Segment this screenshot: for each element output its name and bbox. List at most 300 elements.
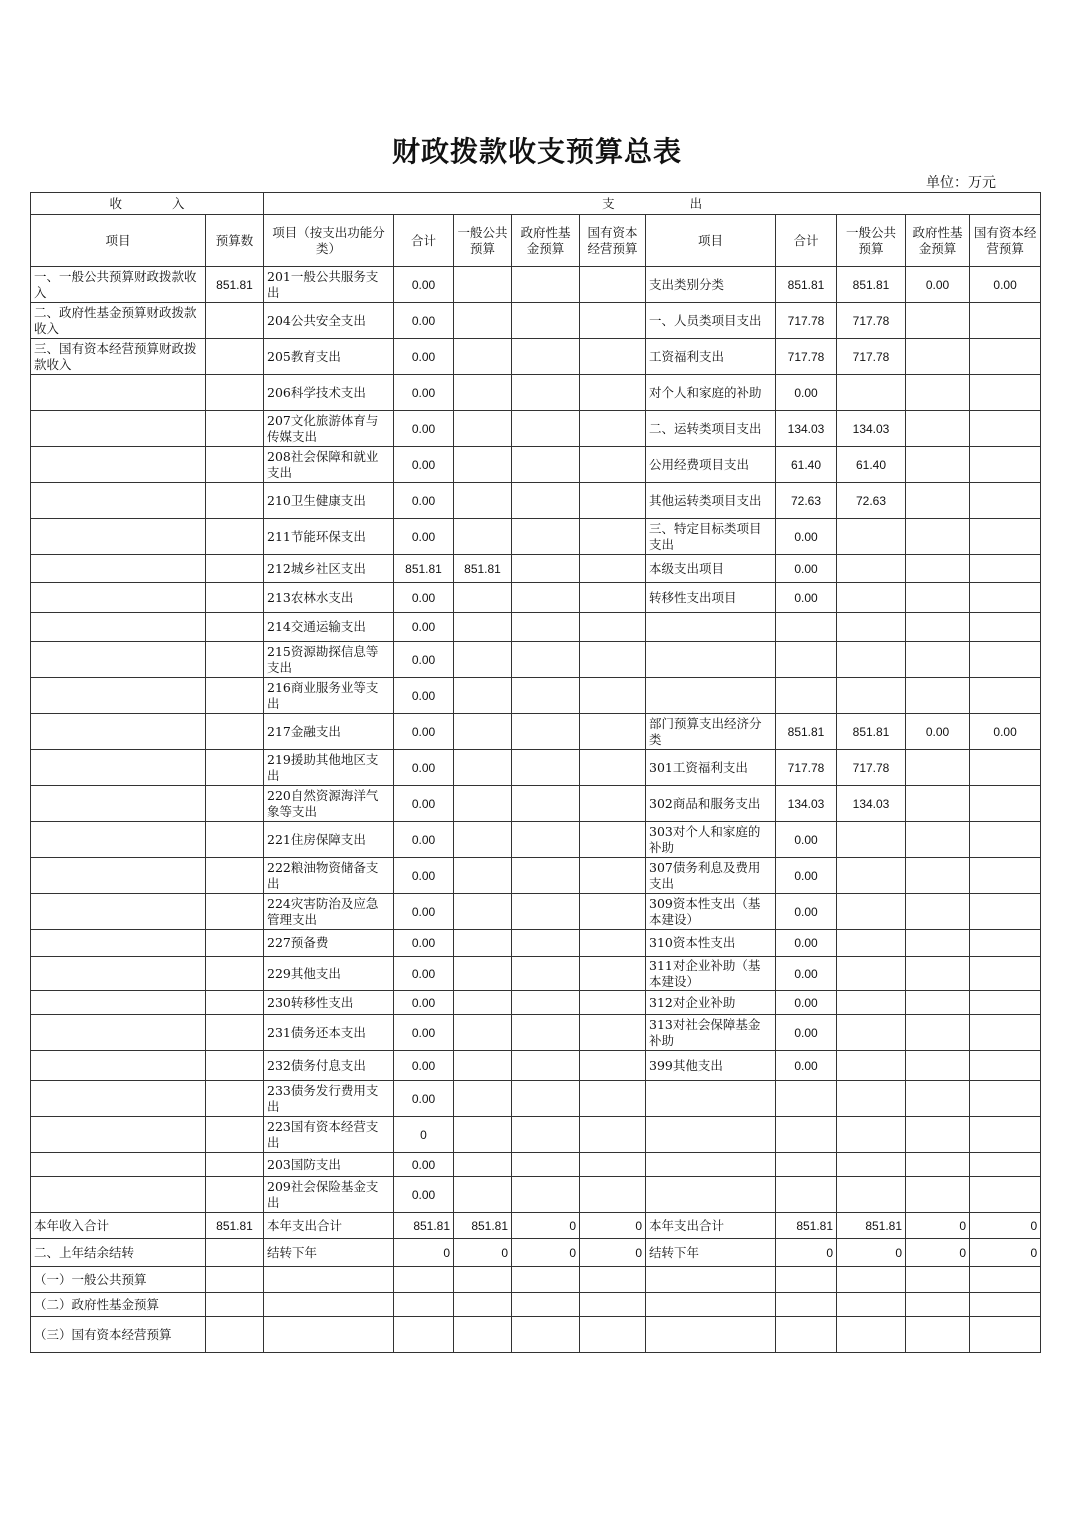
func-gov-fund: [512, 267, 580, 303]
empty-cell: [776, 1267, 837, 1293]
func-general: [454, 447, 512, 483]
table-row: [31, 555, 1041, 583]
econ-general: [837, 1015, 906, 1051]
func-state-capital: [580, 583, 646, 613]
func-gov-fund: [512, 1177, 580, 1213]
econ-empty: [646, 1117, 776, 1153]
table-row: [31, 375, 1041, 411]
func-general: [454, 339, 512, 375]
econ-state-capital: [970, 894, 1041, 930]
func-state-capital: [580, 1153, 646, 1177]
func-general: [454, 1015, 512, 1051]
table-row: [31, 642, 1041, 678]
func-gov-fund: [512, 483, 580, 519]
func-total: 0.00: [394, 991, 454, 1015]
empty-cell: [206, 1267, 264, 1293]
econ-empty: [776, 1153, 837, 1177]
func-general: [454, 375, 512, 411]
econ-empty: [837, 1117, 906, 1153]
table-row: [31, 678, 1041, 714]
empty-cell: [394, 1317, 454, 1353]
econ-total: 851.81: [776, 267, 837, 303]
func-label: 212城乡社区支出: [264, 555, 394, 583]
econ-gov-fund: [906, 858, 970, 894]
econ-label: 公用经费项目支出: [646, 447, 776, 483]
econ-general: [837, 678, 906, 714]
func-state-capital: [580, 1051, 646, 1081]
table-row: [31, 930, 1041, 957]
table-row: [31, 858, 1041, 894]
income-empty: [31, 822, 206, 858]
func-state-capital: [580, 375, 646, 411]
func-gov-fund: [512, 339, 580, 375]
func-general: [454, 858, 512, 894]
func-label: 201一般公共服务支出: [264, 267, 394, 303]
col-econ-general: 一般公共预算: [837, 215, 906, 267]
econ-gov-fund: [906, 930, 970, 957]
carry-econ-total: 0: [776, 1239, 837, 1267]
func-general: [454, 411, 512, 447]
func-state-capital: [580, 303, 646, 339]
econ-label: 399其他支出: [646, 1051, 776, 1081]
func-label: 220自然资源海洋气象等支出: [264, 786, 394, 822]
func-total: 0.00: [394, 267, 454, 303]
page-title: 财政拨款收支预算总表: [391, 135, 682, 168]
func-label: 214交通运输支出: [264, 613, 394, 642]
func-total: 0.00: [394, 519, 454, 555]
econ-gov-fund: [906, 303, 970, 339]
econ-total: [776, 642, 837, 678]
econ-gov-fund: [906, 750, 970, 786]
func-total: 0.00: [394, 1051, 454, 1081]
carry-row: [31, 1239, 1041, 1267]
empty-cell: [906, 1317, 970, 1353]
econ-general: [837, 991, 906, 1015]
econ-gov-fund: [906, 519, 970, 555]
econ-state-capital: [970, 678, 1041, 714]
func-gov-fund: [512, 1153, 580, 1177]
income-empty: [31, 519, 206, 555]
func-total-general: 851.81: [454, 1213, 512, 1239]
func-gov-fund: [512, 822, 580, 858]
col-income-item: 项目: [31, 215, 206, 267]
income-empty: [31, 447, 206, 483]
func-gov-fund: [512, 991, 580, 1015]
econ-total: 717.78: [776, 750, 837, 786]
econ-gov-fund: [906, 822, 970, 858]
econ-empty: [906, 1177, 970, 1213]
econ-empty: [776, 1177, 837, 1213]
func-total: 0.00: [394, 303, 454, 339]
econ-general: [837, 375, 906, 411]
econ-general: 134.03: [837, 786, 906, 822]
econ-gov-fund: [906, 483, 970, 519]
income-empty: [206, 613, 264, 642]
func-total: 0.00: [394, 858, 454, 894]
income-empty: [31, 678, 206, 714]
income-empty: [31, 930, 206, 957]
func-gov-fund: [512, 957, 580, 991]
income-empty: [31, 1177, 206, 1213]
func-total: 0.00: [394, 411, 454, 447]
func-state-capital: [580, 822, 646, 858]
col-econ-total: 合计: [776, 215, 837, 267]
income-empty: [206, 714, 264, 750]
econ-total: [776, 678, 837, 714]
income-empty: [31, 1117, 206, 1153]
econ-label: [646, 613, 776, 642]
func-label: 205教育支出: [264, 339, 394, 375]
func-total: 0: [394, 1117, 454, 1153]
econ-empty: [906, 1117, 970, 1153]
empty-cell: [264, 1293, 394, 1317]
econ-empty: [646, 1177, 776, 1213]
func-general: [454, 1153, 512, 1177]
econ-gov-fund: [906, 642, 970, 678]
income-empty: [31, 957, 206, 991]
func-total: 0.00: [394, 583, 454, 613]
func-gov-fund: [512, 1117, 580, 1153]
income-empty: [206, 1153, 264, 1177]
econ-total: [776, 613, 837, 642]
econ-general: [837, 930, 906, 957]
econ-state-capital: [970, 786, 1041, 822]
empty-cell: [394, 1267, 454, 1293]
table-row: [31, 1177, 1041, 1213]
carry-func-label: 结转下年: [264, 1239, 394, 1267]
econ-label: 支出类别分类: [646, 267, 776, 303]
econ-total: 717.78: [776, 339, 837, 375]
empty-cell: [776, 1293, 837, 1317]
econ-general: 134.03: [837, 411, 906, 447]
econ-label: 307债务利息及费用支出: [646, 858, 776, 894]
carry-item-label: （一）一般公共预算: [31, 1267, 206, 1293]
econ-label: 部门预算支出经济分类: [646, 714, 776, 750]
empty-cell: [580, 1293, 646, 1317]
func-general: [454, 991, 512, 1015]
func-general: [454, 930, 512, 957]
income-empty: [31, 750, 206, 786]
income-empty: [206, 786, 264, 822]
table-row: [31, 1081, 1041, 1117]
func-state-capital: [580, 750, 646, 786]
func-total: 0.00: [394, 894, 454, 930]
carry-func-general: 0: [454, 1239, 512, 1267]
func-general: [454, 613, 512, 642]
econ-general: 717.78: [837, 750, 906, 786]
carry-econ-state: 0: [970, 1239, 1041, 1267]
income-value: [206, 303, 264, 339]
income-empty: [31, 1051, 206, 1081]
econ-total: 0.00: [776, 930, 837, 957]
carry-func-state: 0: [580, 1239, 646, 1267]
income-empty: [206, 957, 264, 991]
econ-gov-fund: [906, 339, 970, 375]
func-label: 217金融支出: [264, 714, 394, 750]
func-total-state: 0: [580, 1213, 646, 1239]
func-gov-fund: [512, 375, 580, 411]
econ-gov-fund: [906, 894, 970, 930]
func-gov-fund: [512, 786, 580, 822]
income-empty: [206, 1081, 264, 1117]
empty-cell: [454, 1293, 512, 1317]
col-income-budget: 预算数: [206, 215, 264, 267]
func-state-capital: [580, 1015, 646, 1051]
empty-cell: [512, 1267, 580, 1293]
econ-general: 72.63: [837, 483, 906, 519]
func-label: 231债务还本支出: [264, 1015, 394, 1051]
func-label: 233债务发行费用支出: [264, 1081, 394, 1117]
econ-empty: [970, 1117, 1041, 1153]
income-empty: [206, 930, 264, 957]
econ-general: 61.40: [837, 447, 906, 483]
func-gov-fund: [512, 555, 580, 583]
func-label: 208社会保障和就业支出: [264, 447, 394, 483]
econ-gov-fund: [906, 375, 970, 411]
func-gov-fund: [512, 642, 580, 678]
table-row: [31, 519, 1041, 555]
col-func-state-capital: 国有资本经营预算: [580, 215, 646, 267]
func-general: [454, 750, 512, 786]
empty-cell: [837, 1293, 906, 1317]
func-total: 0.00: [394, 750, 454, 786]
func-total: 0.00: [394, 678, 454, 714]
econ-state-capital: [970, 583, 1041, 613]
table-row: [31, 411, 1041, 447]
econ-gov-fund: [906, 613, 970, 642]
func-total: 0.00: [394, 822, 454, 858]
econ-label: 301工资福利支出: [646, 750, 776, 786]
carry-item-row: [31, 1293, 1041, 1317]
func-gov-fund: [512, 303, 580, 339]
income-empty: [206, 1015, 264, 1051]
col-econ-item: 项目: [646, 215, 776, 267]
income-empty: [206, 991, 264, 1015]
table-row: [31, 822, 1041, 858]
table-row: [31, 957, 1041, 991]
func-general: [454, 483, 512, 519]
func-state-capital: [580, 613, 646, 642]
table-row: [31, 483, 1041, 519]
func-total-sum: 851.81: [394, 1213, 454, 1239]
empty-cell: [454, 1267, 512, 1293]
func-total: 0.00: [394, 1153, 454, 1177]
econ-state-capital: 0.00: [970, 267, 1041, 303]
func-label: 219援助其他地区支出: [264, 750, 394, 786]
econ-general: [837, 1051, 906, 1081]
func-general: [454, 303, 512, 339]
totals-row: [31, 1213, 1041, 1239]
income-empty: [206, 483, 264, 519]
func-total: 0.00: [394, 1081, 454, 1117]
econ-total: 0.00: [776, 519, 837, 555]
income-value: [206, 339, 264, 375]
func-general: [454, 894, 512, 930]
econ-label: 本级支出项目: [646, 555, 776, 583]
empty-cell: [264, 1317, 394, 1353]
econ-empty: [906, 1081, 970, 1117]
empty-cell: [970, 1267, 1041, 1293]
func-state-capital: [580, 267, 646, 303]
income-value: 851.81: [206, 267, 264, 303]
func-state-capital: [580, 1177, 646, 1213]
econ-state-capital: [970, 555, 1041, 583]
table-row: [31, 1153, 1041, 1177]
econ-label: 313对社会保障基金补助: [646, 1015, 776, 1051]
empty-cell: [580, 1267, 646, 1293]
econ-general: [837, 894, 906, 930]
empty-cell: [512, 1317, 580, 1353]
econ-label: 工资福利支出: [646, 339, 776, 375]
econ-state-capital: 0.00: [970, 714, 1041, 750]
econ-total: 134.03: [776, 411, 837, 447]
header-row-2: [31, 215, 1041, 267]
econ-empty: [837, 1081, 906, 1117]
income-empty: [31, 483, 206, 519]
func-label: 211节能环保支出: [264, 519, 394, 555]
income-empty: [31, 894, 206, 930]
econ-gov-fund: [906, 555, 970, 583]
func-general: [454, 957, 512, 991]
expense-header: 支 出: [264, 193, 1041, 215]
func-label: 215资源勘探信息等支出: [264, 642, 394, 678]
econ-total: 0.00: [776, 822, 837, 858]
func-label: 224灾害防治及应急管理支出: [264, 894, 394, 930]
table-row: [31, 1051, 1041, 1081]
econ-gov-fund: [906, 583, 970, 613]
econ-label: 312对企业补助: [646, 991, 776, 1015]
econ-total: 0.00: [776, 583, 837, 613]
func-general: 851.81: [454, 555, 512, 583]
func-label: 223国有资本经营支出: [264, 1117, 394, 1153]
econ-gov-fund: [906, 786, 970, 822]
econ-state-capital: [970, 613, 1041, 642]
carry-func-gov-fund: 0: [512, 1239, 580, 1267]
func-total: 0.00: [394, 930, 454, 957]
func-state-capital: [580, 858, 646, 894]
income-empty: [31, 1081, 206, 1117]
econ-total: 0.00: [776, 957, 837, 991]
econ-gov-fund: [906, 1051, 970, 1081]
empty-cell: [837, 1317, 906, 1353]
func-gov-fund: [512, 750, 580, 786]
income-empty: [31, 375, 206, 411]
table-row: [31, 613, 1041, 642]
func-state-capital: [580, 519, 646, 555]
empty-cell: [512, 1293, 580, 1317]
func-label: 229其他支出: [264, 957, 394, 991]
econ-state-capital: [970, 519, 1041, 555]
income-empty: [31, 642, 206, 678]
econ-empty: [970, 1081, 1041, 1117]
func-state-capital: [580, 786, 646, 822]
econ-total: 0.00: [776, 991, 837, 1015]
econ-gov-fund: [906, 411, 970, 447]
econ-state-capital: [970, 339, 1041, 375]
income-empty: [206, 894, 264, 930]
col-func-general: 一般公共预算: [454, 215, 512, 267]
income-empty: [206, 447, 264, 483]
econ-empty: [837, 1177, 906, 1213]
col-econ-gov-fund: 政府性基金预算: [906, 215, 970, 267]
income-empty: [206, 583, 264, 613]
econ-general: [837, 957, 906, 991]
table-row: [31, 303, 1041, 339]
func-general: [454, 1051, 512, 1081]
empty-cell: [776, 1317, 837, 1353]
econ-label: 310资本性支出: [646, 930, 776, 957]
func-gov-fund: [512, 583, 580, 613]
func-total-gov-fund: 0: [512, 1213, 580, 1239]
econ-state-capital: [970, 957, 1041, 991]
carry-label: 二、上年结余结转: [31, 1239, 206, 1267]
econ-state-capital: [970, 375, 1041, 411]
func-total-label: 本年支出合计: [264, 1213, 394, 1239]
empty-cell: [906, 1293, 970, 1317]
empty-cell: [837, 1267, 906, 1293]
carry-econ-general: 0: [837, 1239, 906, 1267]
econ-general: [837, 822, 906, 858]
income-total-label: 本年收入合计: [31, 1213, 206, 1239]
econ-gov-fund: [906, 447, 970, 483]
carry-item-label: （二）政府性基金预算: [31, 1293, 206, 1317]
table-row: [31, 714, 1041, 750]
table-row: [31, 267, 1041, 303]
econ-total: 134.03: [776, 786, 837, 822]
econ-total: 0.00: [776, 894, 837, 930]
table-row: [31, 339, 1041, 375]
econ-general: [837, 642, 906, 678]
empty-cell: [646, 1293, 776, 1317]
econ-state-capital: [970, 750, 1041, 786]
table-row: [31, 583, 1041, 613]
econ-gov-fund: 0.00: [906, 714, 970, 750]
func-total: 0.00: [394, 642, 454, 678]
income-empty: [206, 1117, 264, 1153]
econ-state-capital: [970, 858, 1041, 894]
table-row: [31, 750, 1041, 786]
econ-gov-fund: 0.00: [906, 267, 970, 303]
carry-econ-gov-fund: 0: [906, 1239, 970, 1267]
func-gov-fund: [512, 519, 580, 555]
econ-state-capital: [970, 447, 1041, 483]
carry-func-total: 0: [394, 1239, 454, 1267]
econ-label: 对个人和家庭的补助: [646, 375, 776, 411]
income-label: 一、一般公共预算财政拨款收入: [31, 267, 206, 303]
func-gov-fund: [512, 411, 580, 447]
table-row: [31, 1117, 1041, 1153]
econ-label: 302商品和服务支出: [646, 786, 776, 822]
income-empty: [31, 583, 206, 613]
carry-value: [206, 1239, 264, 1267]
func-label: 222粮油物资储备支出: [264, 858, 394, 894]
econ-total-gov-fund: 0: [906, 1213, 970, 1239]
func-state-capital: [580, 991, 646, 1015]
func-label: 209社会保险基金支出: [264, 1177, 394, 1213]
empty-cell: [206, 1317, 264, 1353]
func-gov-fund: [512, 447, 580, 483]
econ-state-capital: [970, 642, 1041, 678]
func-general: [454, 1081, 512, 1117]
empty-cell: [970, 1317, 1041, 1353]
income-empty: [31, 613, 206, 642]
econ-label: 三、特定目标类项目支出: [646, 519, 776, 555]
econ-total-general: 851.81: [837, 1213, 906, 1239]
func-state-capital: [580, 957, 646, 991]
econ-general: [837, 858, 906, 894]
func-general: [454, 678, 512, 714]
func-general: [454, 267, 512, 303]
